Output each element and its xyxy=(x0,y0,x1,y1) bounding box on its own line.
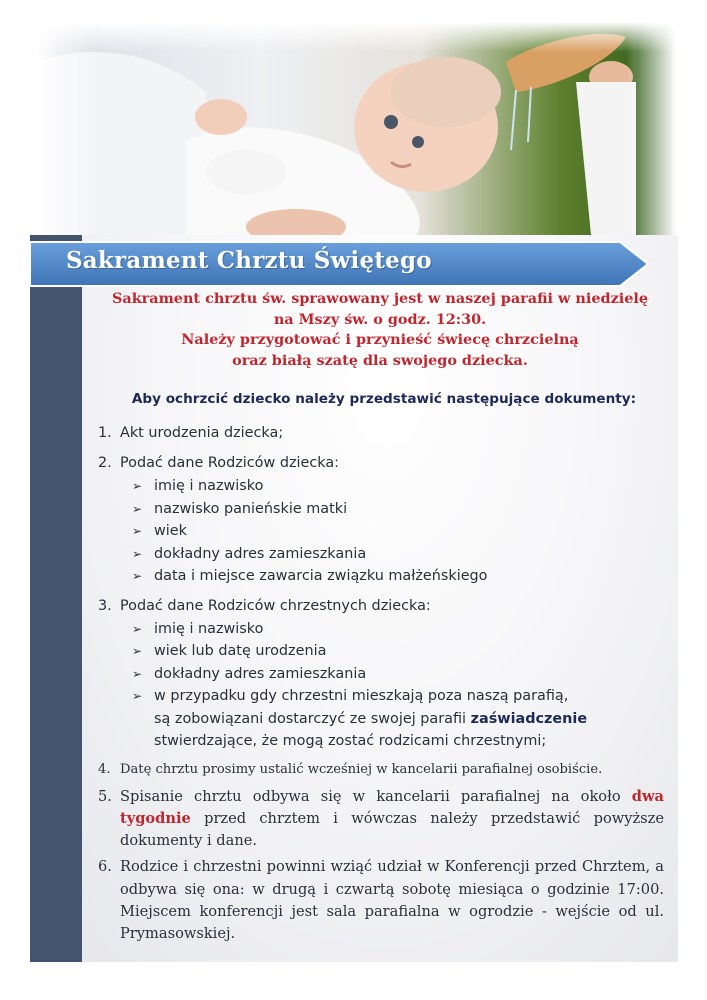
arrowhead-bullet-icon: ➢ xyxy=(132,689,143,703)
item-text xyxy=(120,786,664,853)
item-number: 5. xyxy=(98,787,112,805)
intro-line: oraz białą szatę dla swojego dziecka. xyxy=(232,351,528,369)
arrowhead-bullet-icon: ➢ xyxy=(132,479,143,493)
sub-item-text: wiek lub datę urodzenia xyxy=(154,643,327,659)
sub-list-item xyxy=(132,498,664,521)
certificate-note-line1: w przypadku gdy chrzestni mieszkają poza naszą parafią, xyxy=(154,688,569,704)
sub-item-text: wiek xyxy=(154,523,187,539)
item-number: 1. xyxy=(98,425,112,441)
documents-list xyxy=(98,422,664,946)
sub-item-text: nazwisko panieńskie matki xyxy=(154,500,348,517)
sub-list-item xyxy=(132,565,664,588)
item-text: Podać dane Rodziców chrzestnych dziecka: xyxy=(120,597,431,614)
intro-line: na Mszy św. o godz. 12:30. xyxy=(273,310,487,328)
intro-line: Sakrament chrztu św. sprawowany jest w naszej parafii w niedzielę xyxy=(111,290,648,307)
registration-text-a: Spisanie chrztu odbywa się w kancelarii parafialnej na około xyxy=(120,787,621,805)
item-number: 6. xyxy=(98,858,112,876)
list-item xyxy=(98,452,664,475)
registration-text-b: przed chrztem i wówczas należy przedstawić powyższe dokumenty i dane. xyxy=(120,809,664,850)
sub-list-item xyxy=(132,475,664,498)
list-item xyxy=(98,856,664,945)
baptism-photo-illustration xyxy=(36,22,676,235)
list-item xyxy=(98,595,664,618)
item-number: 4. xyxy=(98,761,111,777)
two-weeks-highlight: dwa tygodnie xyxy=(120,787,664,827)
sub-item-text: imię i nazwisko xyxy=(154,478,264,494)
documents-heading: Aby ochrzcić dziecko należy przedstawić następujące dokumenty: xyxy=(131,391,637,407)
sub-list-item xyxy=(132,543,664,566)
item-number: 2. xyxy=(98,455,112,471)
list-item xyxy=(98,759,664,781)
certificate-keyword: zaświadczenie xyxy=(470,710,588,727)
godparents-data-sublist xyxy=(98,618,664,753)
sub-item-text: dokładny adres zamieszkania xyxy=(154,545,367,562)
arrowhead-bullet-icon: ➢ xyxy=(132,501,143,516)
title-banner xyxy=(30,240,650,288)
page-title: Sakrament Chrztu Świętego xyxy=(66,247,432,274)
sub-item-text xyxy=(154,685,587,753)
baptism-photo xyxy=(36,22,676,235)
arrowhead-bullet-icon: ➢ xyxy=(132,524,143,538)
arrowhead-bullet-icon: ➢ xyxy=(132,569,143,583)
sub-item-text: data i miejsce zawarcia związku małżeńskiego xyxy=(154,568,488,584)
item-number: 3. xyxy=(98,597,112,614)
sub-list-item xyxy=(132,618,664,641)
sub-item-text: dokładny adres zamieszkania xyxy=(154,665,367,682)
item-text: Rodzice i chrzestni powinni wziąć udział w Konferencji przed Chrztem, a odbywa się ona: w drugą i czwartą sobotę miesiąca o godzinie 17:00. Miejscem konferencji jest sala parafialna w ogrodzie - wejście od ul. Prymasowskiej. xyxy=(120,858,664,943)
list-item xyxy=(98,786,664,853)
parents-data-sublist xyxy=(98,475,664,588)
intro-line: Należy przygotować i przynieść świecę chrzcielną xyxy=(181,331,579,348)
item-text: Datę chrztu prosimy ustalić wcześniej w kancelarii parafialnej osobiście. xyxy=(120,761,603,777)
arrowhead-bullet-icon: ➢ xyxy=(132,621,143,636)
certificate-note-line2: są zobowiązani dostarczyć ze swojej parafii xyxy=(154,710,467,727)
arrowhead-bullet-icon: ➢ xyxy=(132,644,143,658)
sub-list-item xyxy=(132,520,664,543)
arrowhead-bullet-icon: ➢ xyxy=(132,546,143,561)
item-text: Podać dane Rodziców dziecka: xyxy=(120,455,340,471)
sub-list-item xyxy=(132,640,664,663)
item-text: Akt urodzenia dziecka; xyxy=(120,425,284,441)
arrowhead-bullet-icon: ➢ xyxy=(132,666,143,681)
intro-text xyxy=(100,289,660,371)
sub-list-item xyxy=(132,663,664,686)
list-item xyxy=(98,422,664,445)
left-sidebar-bar xyxy=(30,235,82,962)
sub-list-item xyxy=(132,685,664,753)
certificate-note-line3: stwierdzające, że mogą zostać rodzicami chrzestnymi; xyxy=(154,733,547,749)
sub-item-text: imię i nazwisko xyxy=(154,620,264,637)
